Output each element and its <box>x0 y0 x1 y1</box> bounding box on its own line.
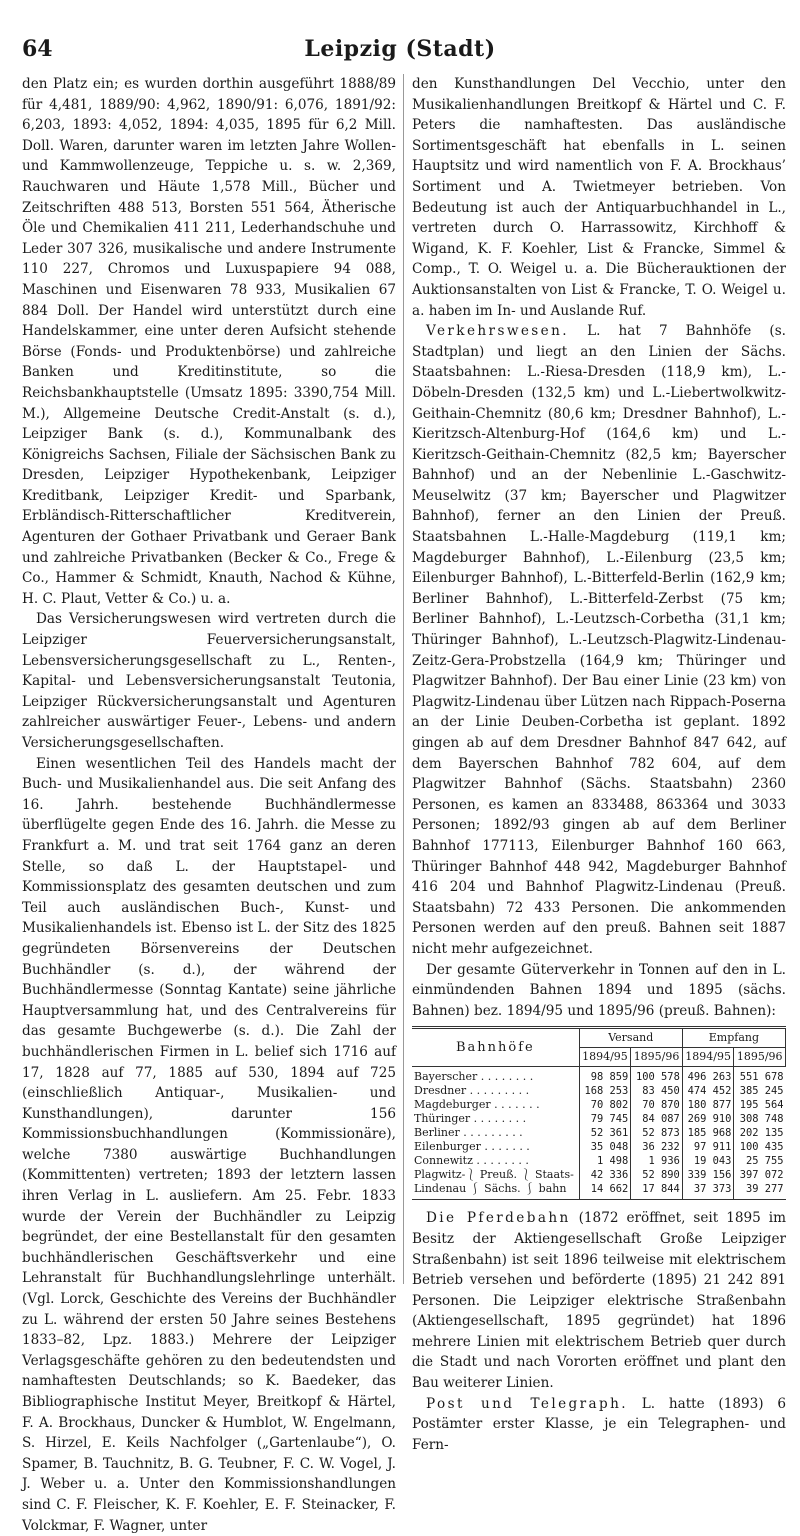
station-name: Plagwitz-⎱ Preuß. ⎱ Staats- <box>414 1168 574 1182</box>
receive-value: 97 911 <box>682 1140 734 1154</box>
paragraph-transport <box>412 321 786 959</box>
receive-value: 180 877 <box>682 1098 734 1112</box>
receive-value: 397 072 <box>734 1168 786 1182</box>
send-value: 83 450 <box>631 1084 683 1098</box>
receive-value: 25 755 <box>734 1154 786 1168</box>
send-value: 52 890 <box>631 1168 683 1182</box>
receive-value: 185 968 <box>682 1126 734 1140</box>
table-row <box>412 1112 786 1126</box>
station-name: Berliner . . . . . . . . . <box>414 1126 523 1140</box>
paragraph-book-trade: Einen wesentlichen Teil des Handels macht der Buch- und Musikalienhandel aus. Die seit Anfang des 16. Jahrh. bestehende Buchhändlermesse überflügelte gegen Ende des 16. Jahrh. die Messe zu Frankfurt a. M. und trat seit 1764 ganz an deren Stelle, so daß L. der Hauptstapel- und Kommissionsplatz des gesamten deutschen und zum Teil auch ausländischen Buch-, Kunst- und Musikalienhandels ist. Ebenso ist L. der Sitz des 1825 gegründeten Börsenvereins der Deutschen Buchhändler (s. d.), der während der Buchhändlermesse (Sonntag Kantate) seine jährliche Hauptversammlung hat, und des Centralvereins für das gesamte Buchgewerbe (s. d.). Die Zahl der buchhändlerischen Firmen in L. belief sich 1716 auf 17, 1828 auf 77, 1885 auf 530, 1894 auf 725 (einschließlich Antiquar-, Musikalien- und Kunsthandlungen), darunter 156 Kommissionsbuchhandlungen (Kommissionäre), welche 7380 auswärtige Buchhandlungen (Kommittenten) vertreten; 1893 der letztern lassen ihren Verlag in L. ausliefern. Am 25. Febr. 1833 wurde der Verein der Buchhändler zu Leipzig begründet, der eine Bestellanstalt für den gesamten buchhändlerischen Geschäftsverkehr und eine Lehranstalt für Buchhandlungslehrlinge unterhält. (Vgl. Lorck, Geschichte des Vereins der Buchhändler zu L. während der ersten 50 Jahre seines Bestehens 1833–82, Lpz. 1883.) Mehrere der Leipziger Verlagsgeschäfte gehören zu den bedeutendsten und namhaftesten Deutschlands; so K. Baedeker, das Bibliographische Institut Meyer, Breitkopf & Härtel, F. A. Brockhaus, Duncker & Humblot, W. Engelmann, S. Hirzel, E. Keils Nachfolger („Gartenlaube“), O. Spamer, B. Tauchnitz, B. G. Teubner, F. C. W. Vogel, J. J. Weber u. a. Unter den Kommissionshandlungen sind C. F. Fleischer, K. F. Koehler, E. F. Steinacker, F. Volckmar, F. Wagner, unter <box>22 755 396 1534</box>
send-value: 1 498 <box>579 1154 631 1168</box>
table-row <box>412 1168 786 1182</box>
table-header-year: 1895/96 <box>734 1048 786 1067</box>
receive-value: 474 452 <box>682 1084 734 1098</box>
table-header-year: 1895/96 <box>631 1048 683 1067</box>
station-name: Connewitz . . . . . . . . <box>414 1154 529 1168</box>
receive-value: 551 678 <box>734 1067 786 1085</box>
send-value: 42 336 <box>579 1168 631 1182</box>
send-value: 98 859 <box>579 1067 631 1085</box>
section-heading-transport: Verkehrswesen. <box>426 323 569 340</box>
receive-value: 37 373 <box>682 1182 734 1200</box>
page-header <box>22 36 778 68</box>
send-value: 36 232 <box>631 1140 683 1154</box>
table-row <box>412 1154 786 1168</box>
send-value: 35 048 <box>579 1140 631 1154</box>
table-header-year: 1894/95 <box>682 1048 734 1067</box>
paragraph-post <box>412 1394 786 1456</box>
table-header-receive: Empfang <box>682 1028 785 1048</box>
station-name: Bayerscher . . . . . . . . <box>414 1070 534 1084</box>
receive-value: 496 263 <box>682 1067 734 1085</box>
table-row <box>412 1067 786 1085</box>
paragraph-trade-exports: den Platz ein; es wurden dorthin ausgeführt 1888/89 für 4,481, 1889/90: 4,962, 1890/91: 6,076, 1891/92: 6,203, 1893: 4,052, 1894: 4,035, 1895 für 6,2 Mill. Doll. Waren, darunter waren im letzten Jahre Wollen- und Kammwollenzeuge, Teppiche u. s. w. 2,369, Rauchwaren und Häute 1,578 Mill., Bücher und Zeitschriften 488 513, Borsten 551 564, Ätherische Öle und Chemikalien 411 211, Lederhandschuhe und Leder 307 326, musikalische und andere Instrumente 110 227, Chromos und Luxuspapiere 94 088, Maschinen und Eisenwaren 78 933, Musikalien 67 884 Doll. Der Handel wird unterstützt durch eine Handelskammer, eine unter deren Aufsicht stehende Börse (Fonds- und Produktenbörse) und zahlreiche Banken und Kreditinstitute, so die Reichsbankhauptstelle (Umsatz 1895: 3390,754 Mill. M.), Allgemeine Deutsche Credit-Anstalt (s. d.), Leipziger Bank (s. d.), Kommunalbank des Königreichs Sachsen, Filiale der Sächsischen Bank zu Dresden, Leipziger Hypothekenbank, Leipziger Kreditbank, Leipziger Kredit- und Sparbank, Erbländisch-Ritterschaftlicher Kreditverein, Agenturen der Gothaer Privatbank und Geraer Bank und zahlreiche Privatbanken (Becker & Co., Frege & Co., Hammer & Schmidt, Knauth, Nachod & Kühne, H. C. Plaut, Vetter & Co.) u. a. <box>22 76 396 607</box>
send-value: 84 087 <box>631 1112 683 1126</box>
receive-value: 39 277 <box>734 1182 786 1200</box>
table-row <box>412 1182 786 1200</box>
receive-value: 19 043 <box>682 1154 734 1168</box>
paragraph-insurance: Das Versicherungswesen wird vertreten durch die Leipziger Feuerversicherungsanstalt, Lebensversicherungsgesellschaft zu L., Renten-, Kapital- und Lebensversicherungsanstalt Teutonia, Leipziger Rückversicherungsanstalt und Agenturen zahlreicher auswärtiger Feuer-, Lebens- und andern Versicherungsgesellschaften. <box>22 611 396 751</box>
page-title: Leipzig (Stadt) <box>304 36 496 62</box>
station-name: Lindenau ⎰ Sächs. ⎰ bahn <box>412 1182 579 1200</box>
receive-value: 100 435 <box>734 1140 786 1154</box>
station-name: Eilenburger . . . . . . . <box>414 1140 530 1154</box>
send-value: 52 361 <box>579 1126 631 1140</box>
left-column <box>22 74 396 1536</box>
paragraph-tram-text: (1872 eröffnet, seit 1895 im Besitz der Aktiengesellschaft Große Leipziger Straßenbahn) ist seit 1896 teilweise mit elektrischem Betrieb versehen und beförderte (1895) 21 242 891 Personen. Die Leipziger elektrische Straßenbahn (Aktiengesellschaft, 1895 gegründet) hat 1896 mehrere Linien mit elektrischem Betrieb quer durch die Stadt und nach Vororten eröffnet und plant den Bau weiterer Linien. <box>412 1210 786 1392</box>
receive-value: 195 564 <box>734 1098 786 1112</box>
paragraph-post-text: L. hatte (1893) 6 Postämter erster Klasse, je ein Telegraphen- und Fern- <box>412 1395 786 1453</box>
section-heading-post: Post und Telegraph. <box>426 1395 629 1412</box>
send-value: 70 870 <box>631 1098 683 1112</box>
table-row <box>412 1140 786 1154</box>
table-row <box>412 1126 786 1140</box>
table-row <box>412 1084 786 1098</box>
send-value: 100 578 <box>631 1067 683 1085</box>
station-name: Magdeburger . . . . . . . <box>414 1098 540 1112</box>
table-header-send: Versand <box>579 1028 682 1048</box>
send-value: 17 844 <box>631 1182 683 1200</box>
station-name: Dresdner . . . . . . . . . <box>414 1084 530 1098</box>
send-value: 70 802 <box>579 1098 631 1112</box>
paragraph-tram <box>412 1208 786 1393</box>
paragraph-freight-intro: Der gesamte Güterverkehr in Tonnen auf den in L. einmündenden Bahnen 1894 und 1895 (sächs. Bahnen) bez. 1894/95 und 1895/96 (preuß. Bahnen): <box>412 961 786 1019</box>
freight-table <box>412 1026 786 1200</box>
table-header-year: 1894/95 <box>579 1048 631 1067</box>
send-value: 79 745 <box>579 1112 631 1126</box>
station-name: Thüringer . . . . . . . . <box>414 1112 527 1126</box>
receive-value: 202 135 <box>734 1126 786 1140</box>
receive-value: 308 748 <box>734 1112 786 1126</box>
receive-value: 339 156 <box>682 1168 734 1182</box>
table-row <box>412 1098 786 1112</box>
right-column <box>412 74 786 1455</box>
receive-value: 385 245 <box>734 1084 786 1098</box>
paragraph-art-trade: den Kunsthandlungen Del Vecchio, unter den Musikalienhandlungen Breitkopf & Härtel und C. F. Peters die namhaftesten. Das ausländische Sortimentsgeschäft hat ebenfalls in L. seinen Hauptsitz und wird namentlich von F. A. Brockhaus’ Sortiment und A. Twietmeyer betrieben. Von Bedeutung ist auch der Antiquarbuchhandel in L., vertreten durch O. Harrassowitz, Kirchhoff & Wigand, K. F. Koehler, List & Francke, Simmel & Comp., T. O. Weigel u. a. Die Bücherauktionen der Auktionsanstalten von List & Francke, T. O. Weigel u. a. haben im In- und Auslande Ruf. <box>412 76 786 319</box>
paragraph-transport-text: L. hat 7 Bahnhöfe (s. Stadtplan) und liegt an den Linien der Sächs. Staatsbahnen: L.-Riesa-Dresden (118,9 km), L.-Döbeln-Dresden (132,5 km) und L.-Liebertwolkwitz-Geithain-Chemnitz (80,6 km; Dresdner Bahnhof), L.-Kieritzsch-Altenburg-Hof (164,6 km) und L.-Kieritzsch-Geithain-Chemnitz (82,5 km; Bayerscher Bahnhof) und an der Nebenlinie L.-Gaschwitz-Meuselwitz (37 km; Bayerscher und Plagwitzer Bahnhof), ferner an den Linien der Preuß. Staatsbahnen L.-Halle-Magdeburg (119,1 km; Magdeburger Bahnhof), L.-Eilenburg (23,5 km; Eilenburger Bahnhof), L.-Bitterfeld-Berlin (162,9 km; Berliner Bahnhof), L.-Bitterfeld-Zerbst (75 km; Berliner Bahnhof), L.-Leutzsch-Corbetha (31,1 km; Thüringer Bahnhof), L.-Leutzsch-Plagwitz-Lindenau-Zeitz-Gera-Probstzella (164,9 km; Thüringer und Plagwitzer Bahnhof). Der Bau einer Linie (23 km) von Plagwitz-Lindenau über Lützen nach Rippach-Poserna an der Linie Deuben-Corbetha ist geplant. 1892 gingen ab auf dem Dresdner Bahnhof 847 642, auf dem Bayerschen Bahnhof 782 604, auf dem Plagwitzer Bahnhof (Sächs. Staatsbahn) 2360 Personen, es kamen an 833488, 863364 und 3033 Personen; 1892/93 gingen ab auf dem Berliner Bahnhof 177113, Eilenburger Bahnhof 160 663, Thüringer Bahnhof 448 942, Magdeburger Bahnhof 416 204 und Bahnhof Plagwitz-Lindenau (Preuß. Staatsbahn) 72 433 Personen. Die ankommenden Personen werden auf den preuß. Bahnen seit 1887 nicht mehr aufgezeichnet. <box>412 323 786 957</box>
column-divider <box>403 74 404 1284</box>
send-value: 14 662 <box>579 1182 631 1200</box>
receive-value: 269 910 <box>682 1112 734 1126</box>
send-value: 168 253 <box>579 1084 631 1098</box>
table-header-station: Bahnhöfe <box>412 1028 579 1067</box>
send-value: 1 936 <box>631 1154 683 1168</box>
send-value: 52 873 <box>631 1126 683 1140</box>
section-heading-tram: Die Pferdebahn <box>426 1210 571 1227</box>
page-number: 64 <box>22 36 53 62</box>
